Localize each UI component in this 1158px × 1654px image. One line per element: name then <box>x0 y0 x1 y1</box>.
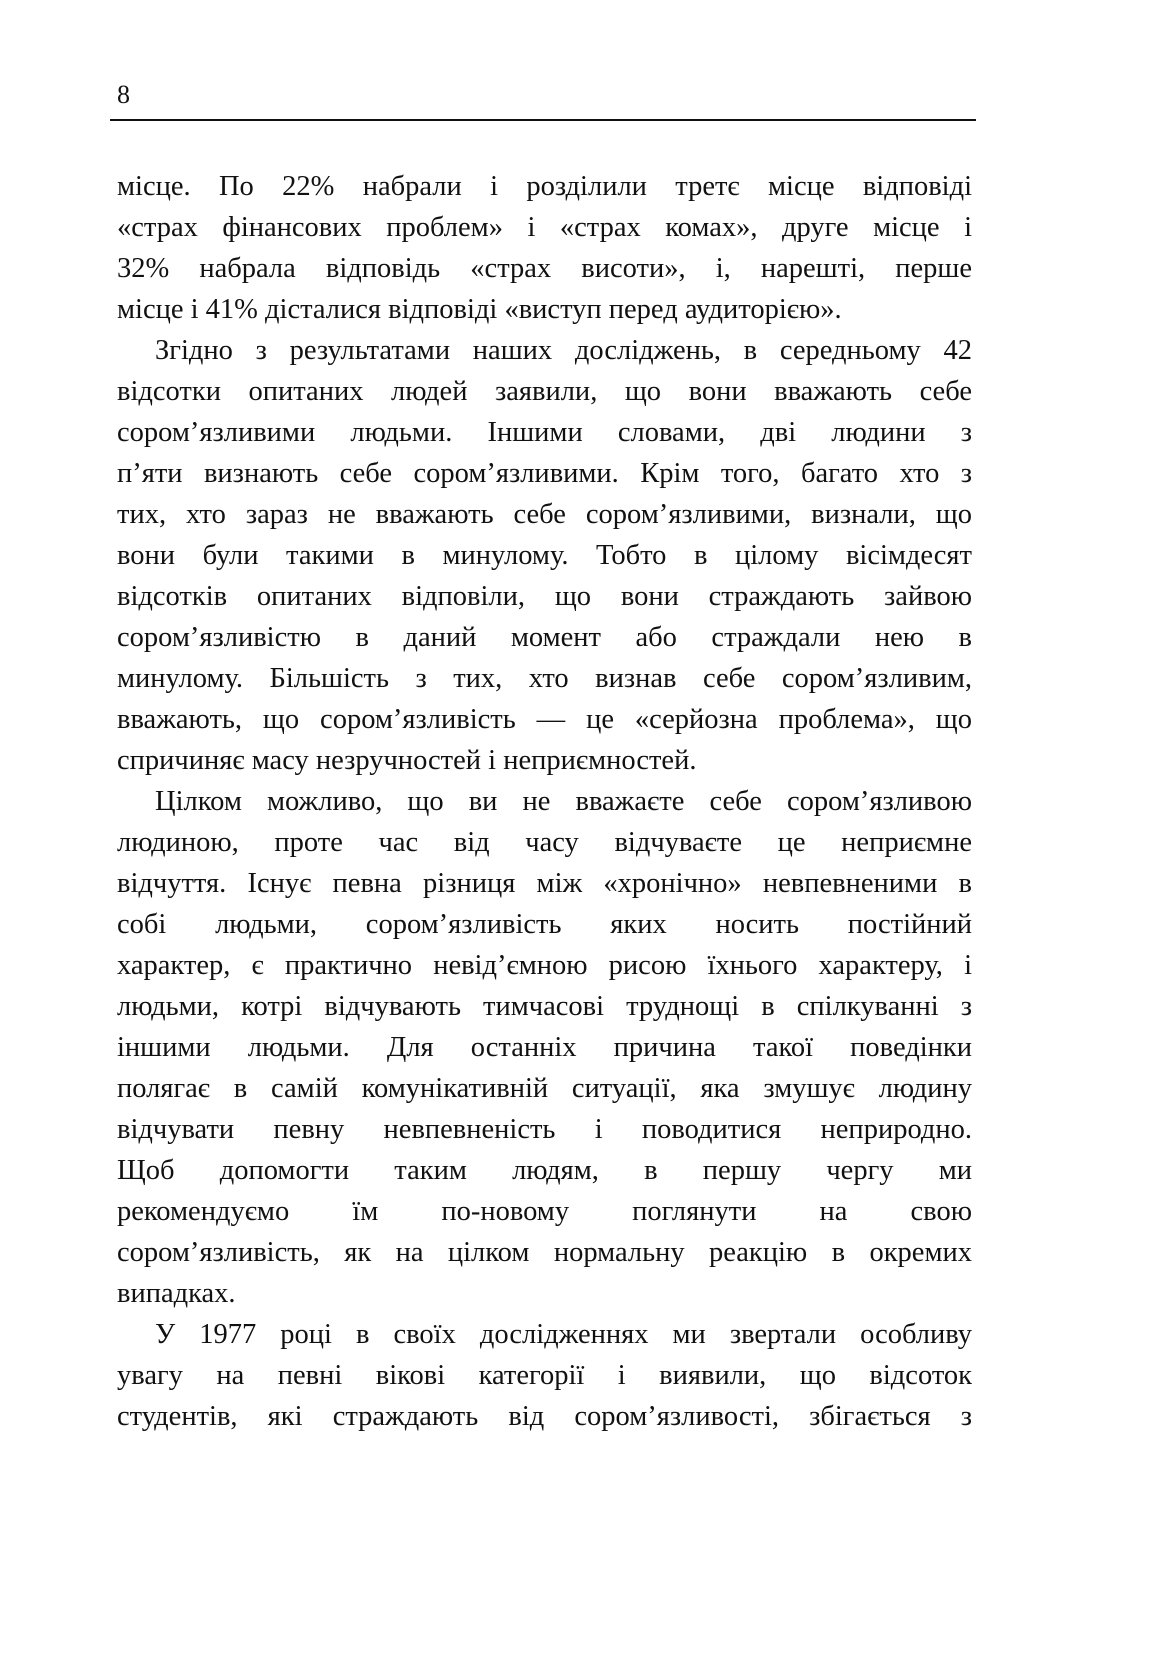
text-line: полягає в самій комунікативній ситуації, яка змушує людину <box>117 1073 972 1104</box>
text-line: увагу на певні вікові категорії і виявили, що відсоток <box>117 1360 972 1391</box>
text-line: відсотків опитаних відповіли, що вони страждають зайвою <box>117 581 972 612</box>
text-line: місце і 41% дісталися відповіді «виступ перед аудиторією». <box>117 294 842 325</box>
text-line: вважають, що сором’язливість — це «серйозна проблема», що <box>117 704 972 735</box>
text-line: відчувати певну невпевненість і поводитися неприродно. <box>117 1114 972 1145</box>
text-line: У 1977 році в своїх дослідженнях ми звертали особливу <box>155 1319 972 1350</box>
text-line: рекомендуємо їм по-новому поглянути на свою <box>117 1196 972 1227</box>
text-line: відсотки опитаних людей заявили, що вони вважають себе <box>117 376 972 407</box>
text-line: Щоб допомогти таким людям, в першу чергу ми <box>117 1155 972 1186</box>
body-text <box>117 166 972 1437</box>
paragraph-2 <box>117 330 972 781</box>
text-line: характер, є практично невід’ємною рисою їхнього характеру, і <box>117 950 972 981</box>
paragraph-3 <box>117 781 972 1314</box>
text-line: іншими людьми. Для останніх причина такої поведінки <box>117 1032 972 1063</box>
text-line: відчуття. Існує певна різниця між «хронічно» невпевненими в <box>117 868 972 899</box>
text-line: сором’язливістю в даний момент або страждали нею в <box>117 622 972 653</box>
paragraph-1 <box>117 166 972 330</box>
text-line: 32% набрала відповідь «страх висоти», і, нарешті, перше <box>117 253 972 284</box>
text-line: людиною, проте час від часу відчуваєте це неприємне <box>117 827 972 858</box>
text-line: вони були такими в минулому. Тобто в цілому вісімдесят <box>117 540 972 571</box>
paragraph-4 <box>117 1314 972 1437</box>
text-line: місце. По 22% набрали і розділили третє місце відповіді <box>117 171 972 202</box>
text-line: Цілком можливо, що ви не вважаєте себе сором’язливою <box>155 786 972 817</box>
text-line: «страх фінансових проблем» і «страх комах», друге місце і <box>117 212 972 243</box>
text-line: спричиняє масу незручностей і неприємностей. <box>117 745 697 776</box>
page-number: 8 <box>117 80 130 109</box>
text-line: Згідно з результатами наших досліджень, в середньому 42 <box>155 335 972 366</box>
text-line: тих, хто зараз не вважають себе сором’язливими, визнали, що <box>117 499 972 530</box>
text-line: сором’язливими людьми. Іншими словами, дві людини з <box>117 417 972 448</box>
text-line: студентів, які страждають від сором’язливості, збігається з <box>117 1401 972 1432</box>
header-rule <box>110 119 976 121</box>
text-line: п’яти визнають себе сором’язливими. Крім того, багато хто з <box>117 458 972 489</box>
text-line: сором’язливість, як на цілком нормальну реакцію в окремих <box>117 1237 972 1268</box>
text-line: випадках. <box>117 1278 236 1309</box>
text-line: минулому. Більшість з тих, хто визнав себе сором’язливим, <box>117 663 972 694</box>
text-line: людьми, котрі відчувають тимчасові труднощі в спілкуванні з <box>117 991 972 1022</box>
text-line: собі людьми, сором’язливість яких носить постійний <box>117 909 972 940</box>
